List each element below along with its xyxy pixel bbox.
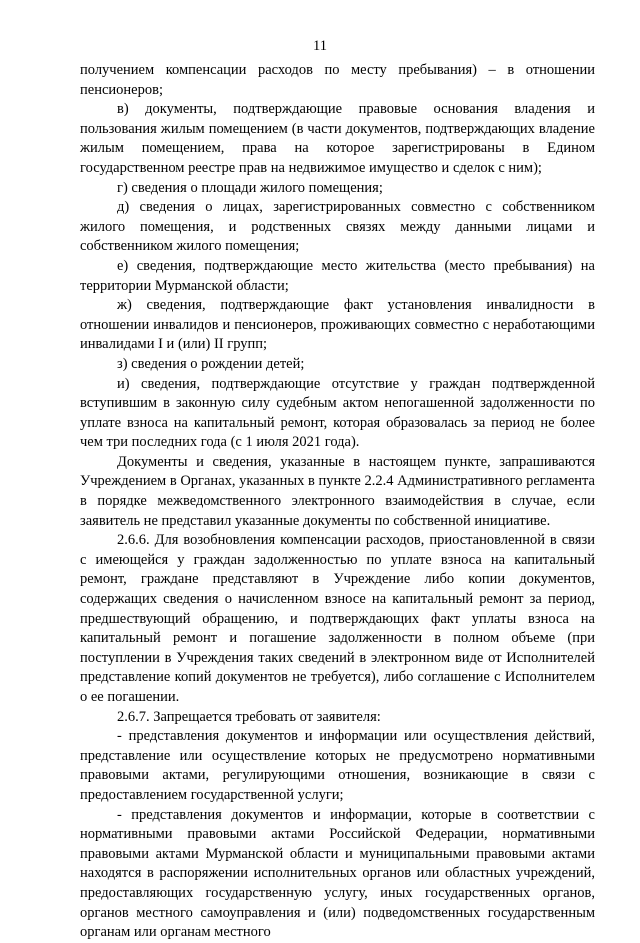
paragraph-item-zh: ж) сведения, подтверждающие факт установления инвалидности в отношении инвалидов и пенсионеров, проживающих совместно с неработающими инвалидами I и (или) II групп; (80, 297, 595, 353)
paragraph-item-d: д) сведения о лицах, зарегистрированных совместно с собственником жилого помещения, и родственных связях между данными лицами и собственником жилого помещения; (80, 199, 595, 255)
paragraph-2-6-7: 2.6.7. Запрещается требовать от заявителя: (117, 708, 381, 725)
page-number: 11 (313, 38, 327, 54)
paragraph-continuation: получением компенсации расходов по месту пребывания) – в отношении пенсионеров; (80, 62, 595, 98)
paragraph-item-v: в) документы, подтверждающие правовые основания владения и пользования жилым помещением (в части документов, подтверждающих владение жилым помещением, права на которое зарегистрированы в Едином государственном реестре прав на недвижимое имущество и сделок с ним); (80, 101, 595, 176)
body-text (80, 61, 595, 943)
paragraph-item-z: з) сведения о рождении детей; (117, 355, 305, 372)
paragraph-item-i: и) сведения, подтверждающие отсутствие у граждан подтвержденной вступившим в законную силу судебным актом непогашенной задолженности по уплате взноса на капитальный ремонт, которая образовалась за период не более чем три последних года (с 1 июля 2021 года). (80, 375, 595, 451)
paragraph-prohibition-1: - представления документов и информации или осуществления действий, представление или осуществление которых не предусмотрено нормативными правовыми актами, регулирующими отношения, возникающие в связи с предоставлением государственной услуги; (80, 728, 595, 803)
paragraph-prohibition-2: - представления документов и информации, которые в соответствии с нормативными правовыми актами Российской Федерации, нормативными правовыми актами Мурманской области и муниципальными правовыми актами находятся в распоряжении исполнительных органов или областных учреждений, предоставляющих государственную услугу, иных государственных органов, органов местного самоуправления и (или) подведомственных государственным органам или органам местного (80, 806, 595, 941)
paragraph-item-g: г) сведения о площади жилого помещения; (117, 179, 383, 196)
paragraph-2-6-6: 2.6.6. Для возобновления компенсации расходов, приостановленной в связи с имеющейся у граждан задолженностью по уплате взноса на капитальный ремонт, граждане представляют в Учреждение либо копии документов, содержащих сведения о начисленном взносе на капитальный ремонт за период, предшествующий обращению, и подтверждающих факт уплаты взноса на капитальный ремонт и погашение задолженности в полном объеме (при поступлении в Учреждения таких сведений в электронном виде от Исполнителей представление копий документов не требуется), либо соглашение с Исполнителем о ее погашении. (80, 532, 595, 705)
paragraph-item-e: е) сведения, подтверждающие место жительства (место пребывания) на территории Мурманской области; (80, 257, 595, 294)
paragraph-documents-requested: Документы и сведения, указанные в настоящем пункте, запрашиваются Учреждением в Органах, указанных в пункте 2.2.4 Административного регламента в порядке межведомственного электронного взаимодействия в случае, если заявитель не представил указанные документы по собственной инициативе. (80, 453, 595, 529)
